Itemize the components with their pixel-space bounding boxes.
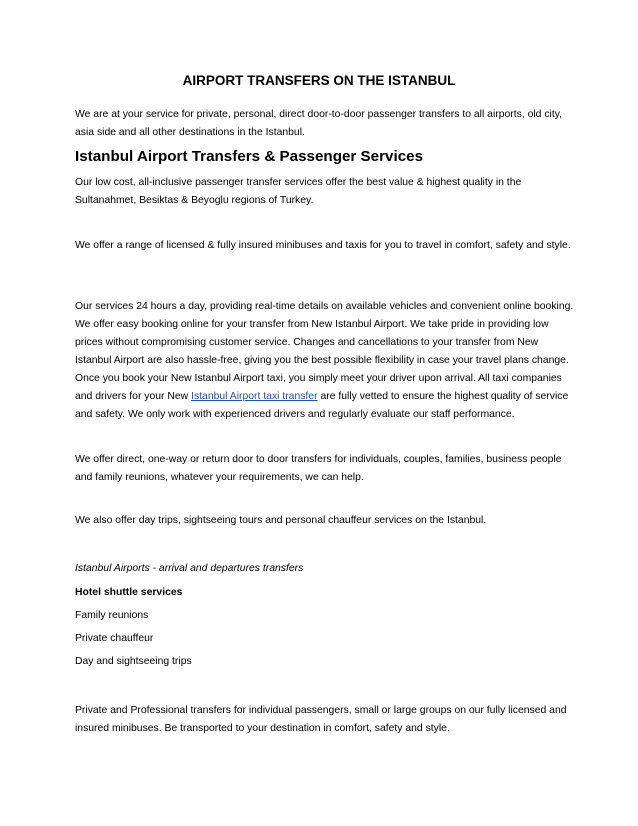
paragraph-services-text-2: are fully vetted to ensure the highest quality of service and safety. We only work with experienced drivers and regularly evaluate our staff performance.: [75, 391, 569, 420]
paragraph-low-cost: Our low cost, all-inclusive passenger transfer services offer the best value & highest quality in the Sultanahmet, Besiktas & Beyoglu regions of Turkey.: [75, 177, 522, 206]
service-item-day-trips: Day and sightseeing trips: [75, 656, 192, 667]
paragraph-services: [75, 298, 575, 424]
airport-taxi-transfer-link[interactable]: Istanbul Airport taxi transfer: [191, 391, 318, 402]
service-item-family-reunions: Family reunions: [75, 610, 149, 621]
paragraph-transfer-types: We offer direct, one-way or return door to door transfers for individuals, couples, families, business people and family reunions, whatever your requirements, we can help.: [75, 454, 562, 483]
paragraph-day-trips: We also offer day trips, sightseeing tours and personal chauffeur services on the Istanbul.: [75, 515, 487, 526]
paragraph-fleet: We offer a range of licensed & fully insured minibuses and taxis for you to travel in comfort, safety and style.: [75, 240, 571, 251]
paragraph-services-text-1: Our services 24 hours a day, providing real-time details on available vehicles and convenient online booking. We offer easy booking online for your transfer from New Istanbul Airport. We take pride in providing low prices without compromising customer service. Changes and cancellations to your transfer from New Istanbul Airport are also hassle-free, giving you the best possible flexibility in case your travel plans change. Once you book your New Istanbul Airport taxi, you simply meet your driver upon arrival. All taxi companies and drivers for your New: [75, 301, 574, 402]
paragraph-professional-transfers: Private and Professional transfers for individual passengers, small or large groups on our fully licensed and insured minibuses. Be transported to your destination in comfort, safety and style.: [75, 705, 567, 734]
service-item-private-chauffeur: Private chauffeur: [75, 633, 154, 644]
document-title: AIRPORT TRANSFERS ON THE ISTANBUL: [182, 73, 456, 88]
service-item-hotel-shuttle: Hotel shuttle services: [75, 587, 183, 598]
service-item-airports: Istanbul Airports - arrival and departures transfers: [75, 563, 304, 574]
intro-paragraph: We are at your service for private, personal, direct door-to-door passenger transfers to all airports, old city, asia side and all other destinations in the Istanbul.: [75, 109, 563, 138]
section-heading: Istanbul Airport Transfers & Passenger Services: [75, 148, 424, 165]
